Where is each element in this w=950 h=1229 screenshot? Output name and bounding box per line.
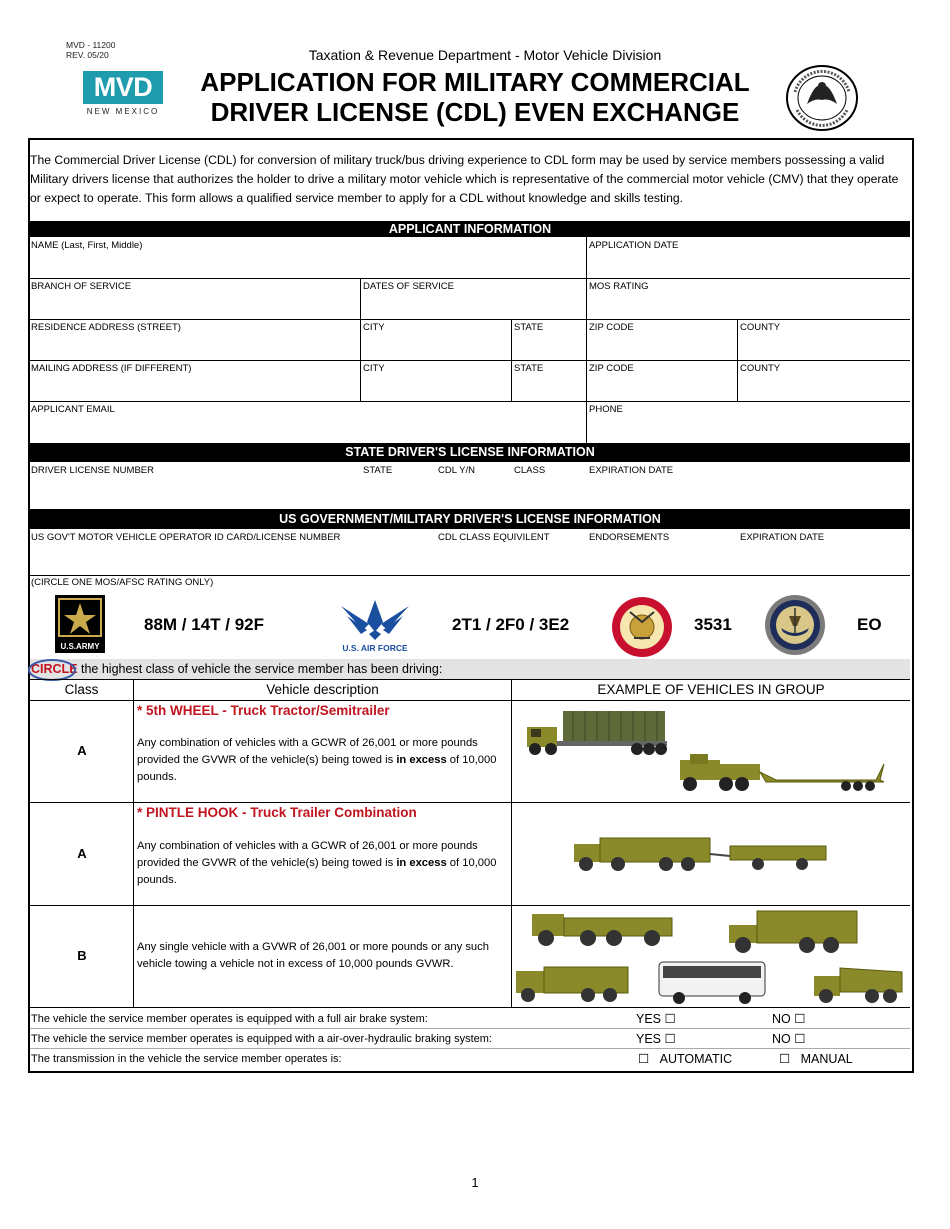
checkbox-icon: ☐ [779, 1052, 791, 1066]
phone-label: PHONE [589, 404, 623, 415]
mailing-state-label: STATE [514, 363, 544, 374]
bus-icon [657, 958, 767, 1004]
description-column-header: Vehicle description [266, 682, 379, 697]
cargo-truck-icon [725, 907, 861, 955]
checkbox-icon: ☐ [794, 1032, 806, 1046]
mailing-county-field[interactable] [739, 374, 909, 400]
form-title-line1: APPLICATION FOR MILITARY COMMERCIAL [200, 67, 750, 97]
air-force-rating-codes[interactable]: 2T1 / 2F0 / 3E2 [452, 615, 570, 634]
navy-emblem-icon [763, 594, 827, 656]
marine-corps-emblem-icon [610, 596, 674, 658]
license-state-label: STATE [363, 465, 393, 476]
divider [30, 1007, 910, 1008]
state-field[interactable] [513, 333, 585, 359]
hydraulic-brake-no-option[interactable]: NO ☐ [772, 1032, 806, 1046]
cdl-class-equivalent-label: CDL CLASS EQUIVILENT [438, 532, 550, 543]
air-force-label: U.S. AIR FORCE [342, 643, 408, 653]
divider [586, 237, 587, 443]
mailing-city-field[interactable] [362, 374, 510, 400]
divider [30, 319, 910, 320]
divider [511, 680, 512, 1007]
phone-field[interactable] [588, 415, 909, 442]
intro-paragraph: The Commercial Driver License (CDL) for conversion of military truck/bus driving experience to CDL form may be used by service members possessing a valid Military drivers license that authorizes the holder to drive a military motor vehicle which is representative of the commercial motor vehicle (CMV) that they operate or expect to operate. This form allows a qualified service member to apply for a CDL without knowledge and skills testing. [30, 153, 899, 205]
heavy-truck-icon [528, 908, 678, 948]
county-label: COUNTY [740, 322, 781, 333]
air-brake-no-option[interactable]: NO ☐ [772, 1012, 806, 1026]
dates-of-service-label: DATES OF SERVICE [363, 281, 454, 292]
semitrailer-truck-icon [525, 709, 670, 757]
cdl-class-equivalent-field[interactable] [437, 544, 587, 574]
vehicle-class-a-pintle-hook[interactable]: A [77, 846, 87, 861]
department-name: Taxation & Revenue Department - Motor Vehicle Division [308, 47, 662, 63]
divider [30, 905, 910, 906]
flatbed-truck-icon [514, 963, 630, 1003]
applicant-info-heading: APPLICANT INFORMATION [30, 221, 910, 237]
army-rating-codes[interactable]: 88M / 14T / 92F [144, 615, 264, 634]
state-label: STATE [514, 322, 544, 333]
name-field-label: NAME (Last, First, Middle) [31, 240, 143, 251]
divider [30, 700, 910, 701]
divider [30, 278, 910, 279]
application-date-label: APPLICATION DATE [589, 240, 679, 251]
transmission-manual-option[interactable]: ☐ MANUAL [779, 1052, 853, 1066]
army-label: U.S.ARMY [60, 642, 100, 651]
dump-truck-icon [810, 962, 906, 1004]
endorsements-field[interactable] [588, 544, 736, 574]
hydraulic-brake-yes-option[interactable]: YES ☐ [636, 1032, 676, 1046]
license-state-field[interactable] [362, 477, 436, 507]
circle-instruction [31, 662, 442, 676]
divider [737, 319, 738, 401]
zip-label: ZIP CODE [589, 322, 634, 333]
license-expiration-label: EXPIRATION DATE [589, 465, 674, 476]
army-star-icon [55, 595, 105, 653]
mailing-zip-label: ZIP CODE [589, 363, 634, 374]
endorsements-label: ENDORSEMENTS [589, 532, 670, 543]
air-force-icon [333, 596, 417, 654]
branch-label: BRANCH OF SERVICE [31, 281, 132, 292]
divider [30, 575, 910, 576]
form-number: MVD - 11200 [66, 40, 116, 50]
military-license-heading: US GOVERNMENT/MILITARY DRIVER'S LICENSE INFORMATION [30, 509, 910, 529]
page-number: 1 [471, 1175, 479, 1190]
residence-field[interactable] [30, 333, 359, 359]
divider [30, 802, 910, 803]
vehicle-class-b[interactable]: B [77, 948, 87, 963]
divider [30, 360, 910, 361]
divider [30, 401, 910, 402]
divider [30, 1028, 910, 1029]
residence-label: RESIDENCE ADDRESS (STREET) [31, 322, 181, 333]
divider [511, 319, 512, 401]
state-license-heading: STATE DRIVER'S LICENSE INFORMATION [30, 443, 910, 462]
transmission-automatic-option[interactable]: ☐ AUTOMATIC [638, 1052, 733, 1066]
military-id-field[interactable] [30, 544, 435, 574]
mos-rating-label: MOS RATING [589, 281, 649, 292]
city-field[interactable] [362, 333, 510, 359]
row-description-pintle-hook: Any combination of vehicles with a GCWR of 26,001 or more pounds provided the GVWR of the vehicle(s) being towed is in excess of 10,000 pounds. [137, 840, 497, 886]
city-label: CITY [363, 322, 385, 333]
mailing-zip-field[interactable] [588, 374, 736, 400]
circle-instruction-text: the highest class of vehicle the service member has been driving: [77, 662, 443, 676]
air-brake-question: The vehicle the service member operates is equipped with a full air brake system: [31, 1013, 428, 1025]
mvd-logo-text: MVD [83, 71, 163, 104]
license-number-label: DRIVER LICENSE NUMBER [31, 465, 154, 476]
military-id-label: US GOV'T MOTOR VEHICLE OPERATOR ID CARD/LICENSE NUMBER [31, 532, 341, 543]
cdl-yn-label: CDL Y/N [438, 465, 475, 476]
form-title-line2: DRIVER LICENSE (CDL) EVEN EXCHANGE [210, 97, 740, 127]
row-description-5th-wheel: Any combination of vehicles with a GCWR of 26,001 or more pounds provided the GVWR of the vehicle(s) being towed is in excess of 10,000 pounds. [137, 737, 497, 783]
mailing-state-field[interactable] [513, 374, 585, 400]
license-class-label: CLASS [514, 465, 546, 476]
mvd-logo-subtext: NEW MEXICO [86, 107, 160, 116]
military-expiration-label: EXPIRATION DATE [740, 532, 825, 543]
checkbox-icon: ☐ [638, 1052, 650, 1066]
examples-column-header: EXAMPLE OF VEHICLES IN GROUP [597, 682, 825, 697]
class-column-header: Class [64, 682, 99, 697]
rating-instruction: (CIRCLE ONE MOS/AFSC RATING ONLY) [31, 577, 214, 588]
checkbox-icon: ☐ [794, 1012, 806, 1026]
transmission-question: The transmission in the vehicle the service member operates is: [31, 1053, 342, 1065]
dates-of-service-field[interactable] [362, 292, 585, 318]
mailing-field[interactable] [30, 374, 359, 400]
divider [360, 278, 361, 401]
zip-field[interactable] [588, 333, 736, 359]
county-field[interactable] [739, 333, 909, 359]
license-number-field[interactable] [30, 477, 360, 507]
form-title [170, 67, 780, 127]
marine-rating-code[interactable]: 3531 [694, 615, 732, 634]
truck-trailer-combination-icon [572, 832, 832, 874]
vehicle-class-a-5th-wheel[interactable]: A [77, 743, 87, 758]
mvd-logo [83, 71, 163, 116]
license-class-field[interactable] [513, 477, 587, 507]
row-title-pintle-hook: * PINTLE HOOK - Truck Trailer Combination [137, 805, 417, 820]
divider [30, 679, 910, 680]
row-description-class-b: Any single vehicle with a GVWR of 26,001 or more pounds or any such vehicle towing a vehicle not in excess of 10,000 pounds GVWR. [137, 941, 489, 970]
state-seal-icon [785, 64, 859, 132]
circle-word: CIRCLE [31, 662, 78, 676]
air-brake-yes-option[interactable]: YES ☐ [636, 1012, 676, 1026]
name-field[interactable] [30, 251, 585, 277]
row-title-5th-wheel: * 5th WHEEL - Truck Tractor/Semitrailer [137, 703, 390, 718]
lowboy-tractor-icon [676, 752, 886, 794]
mailing-county-label: COUNTY [740, 363, 781, 374]
hydraulic-brake-question: The vehicle the service member operates is equipped with a air-over-hydraulic braking system: [31, 1033, 492, 1045]
application-date-field[interactable] [588, 251, 909, 277]
mailing-label: MAILING ADDRESS (IF DIFFERENT) [31, 363, 192, 374]
form-code [66, 40, 115, 60]
email-field[interactable] [30, 415, 585, 442]
license-expiration-field[interactable] [588, 477, 909, 507]
checkbox-icon: ☐ [664, 1012, 676, 1026]
branch-field[interactable] [30, 292, 359, 318]
navy-rating-code[interactable]: EO [857, 615, 882, 634]
email-label: APPLICANT EMAIL [31, 404, 115, 415]
form-revision: REV. 05/20 [66, 50, 109, 60]
divider [30, 1048, 910, 1049]
cdl-yn-field[interactable] [437, 477, 511, 507]
mailing-city-label: CITY [363, 363, 385, 374]
military-expiration-field[interactable] [739, 544, 909, 574]
mos-rating-field[interactable] [588, 292, 909, 318]
checkbox-icon: ☐ [664, 1032, 676, 1046]
